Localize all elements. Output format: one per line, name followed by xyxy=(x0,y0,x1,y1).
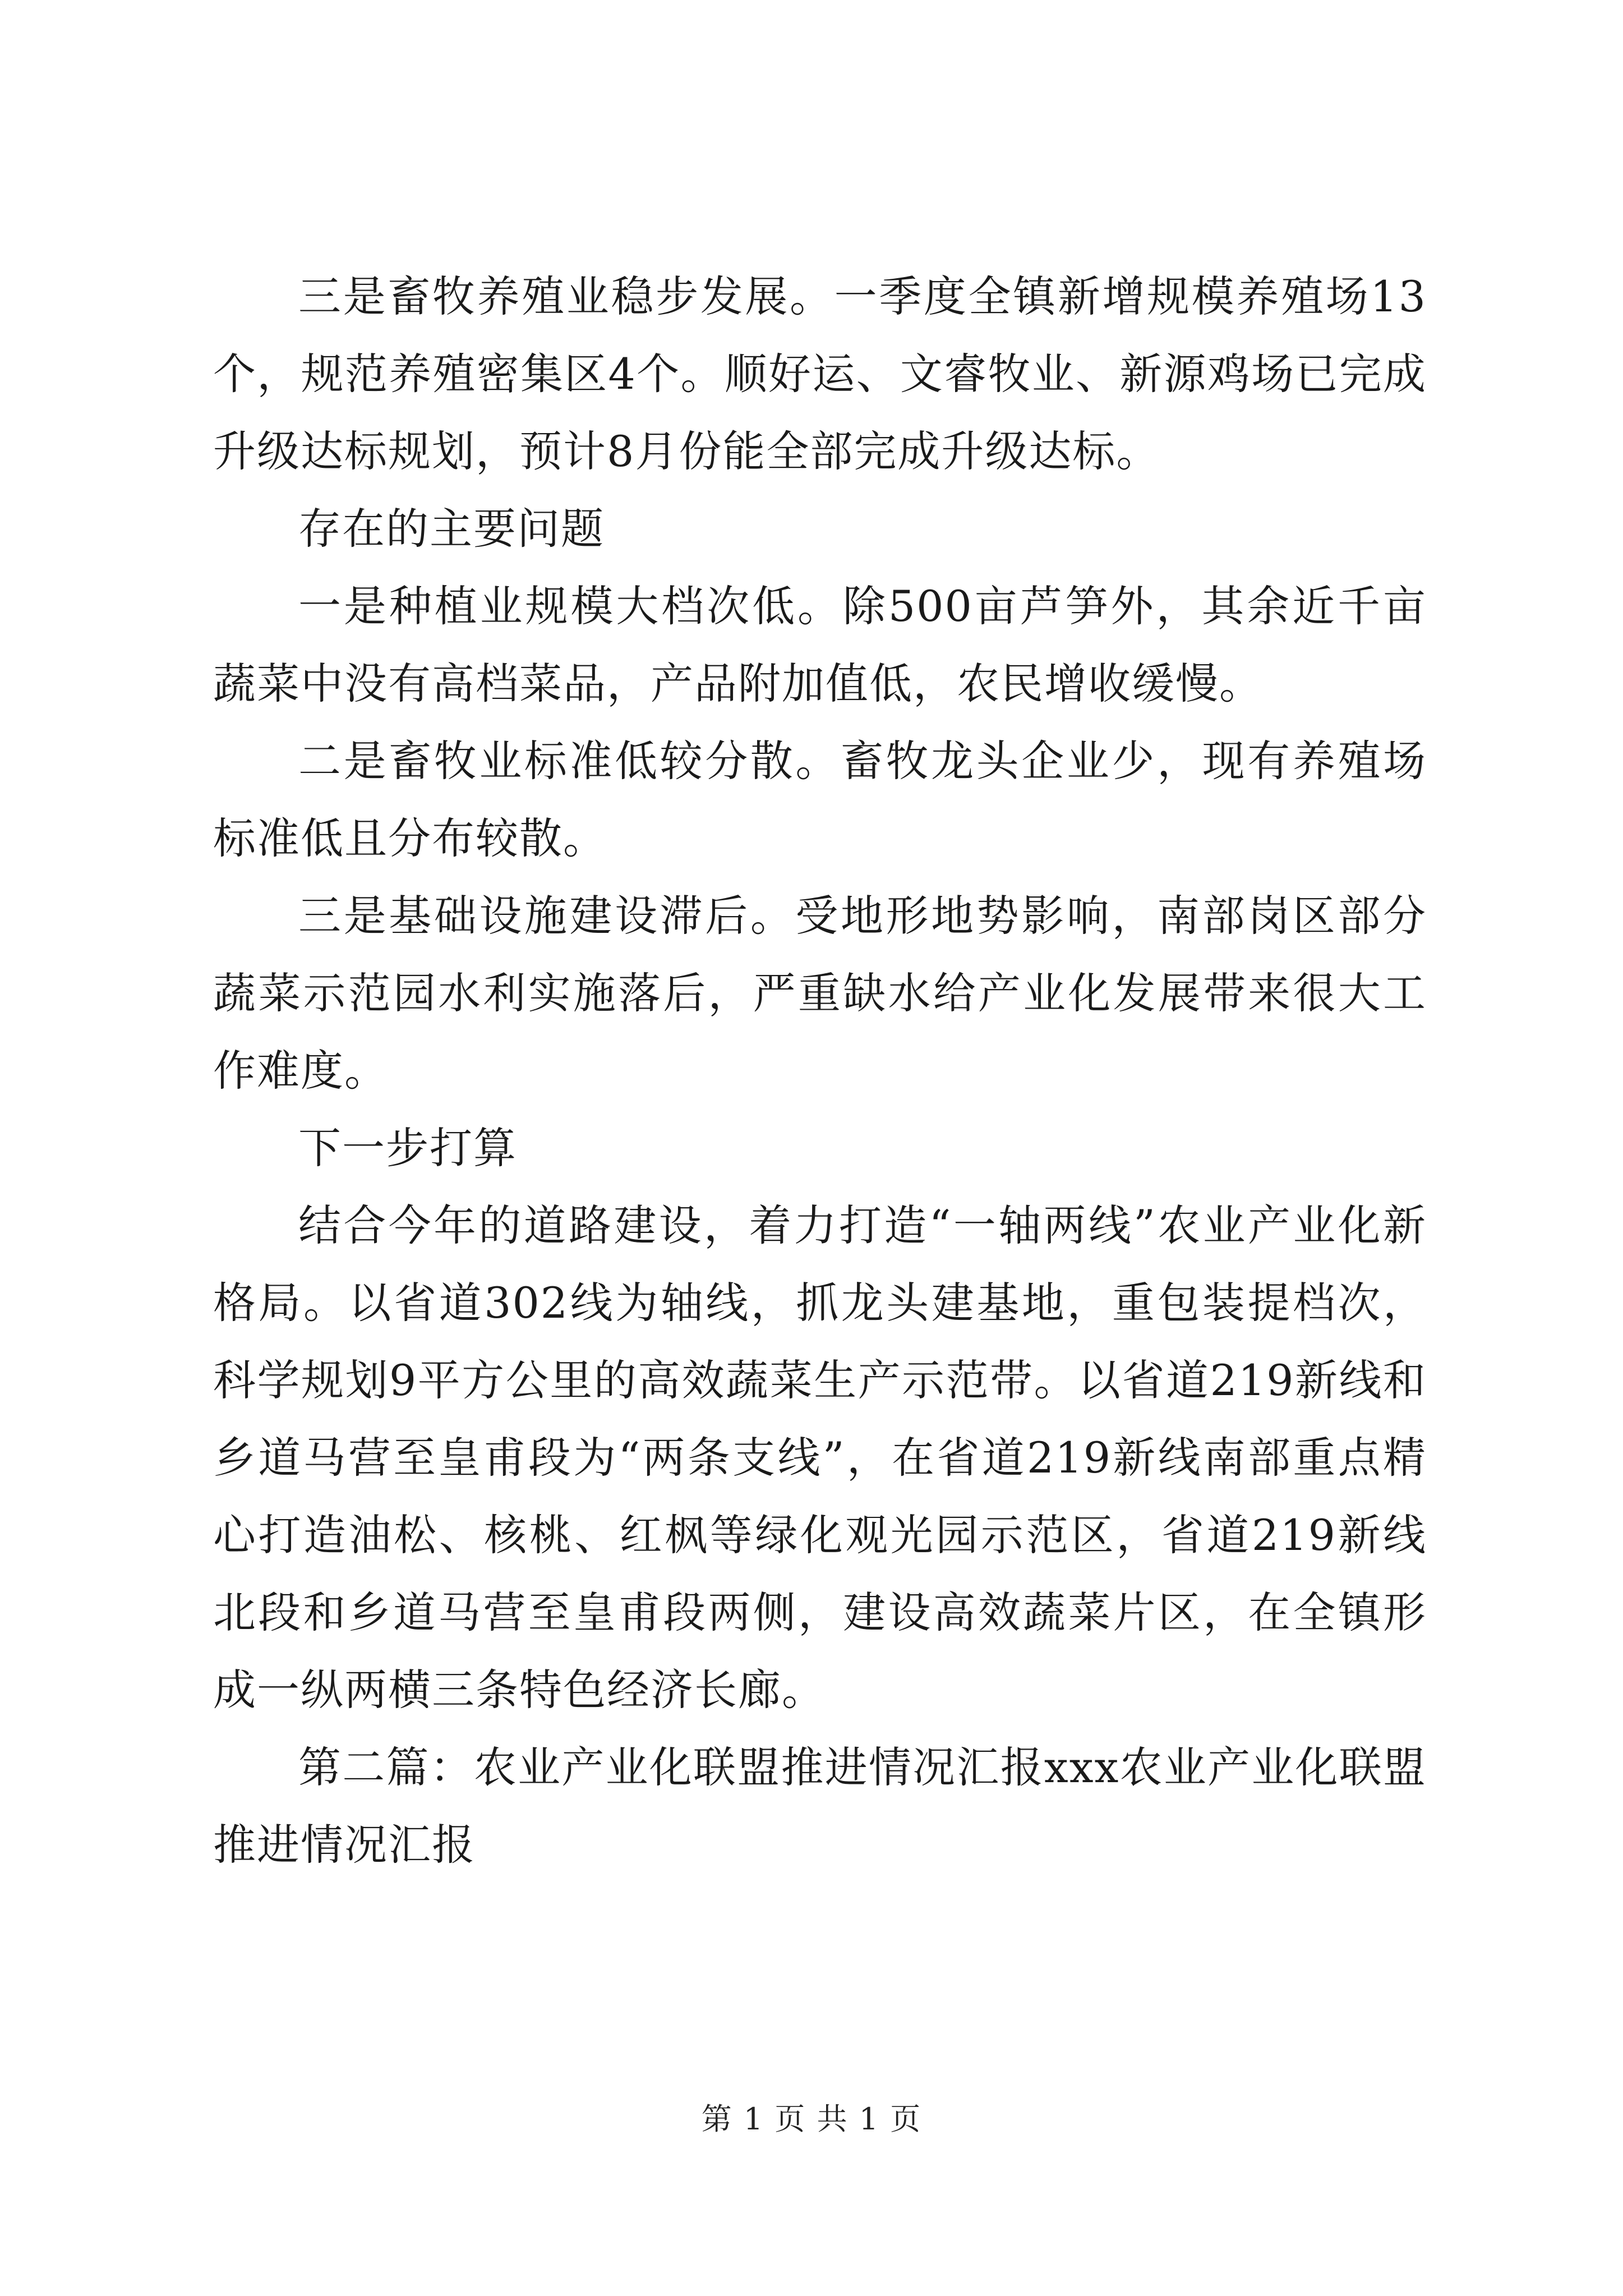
paragraph-problem-infrastructure: 三是基础设施建设滞后。受地形地势影响，南部岗区部分蔬菜示范园水利实施落后，严重缺水给产业化发展带来很大工作难度。 xyxy=(213,891,1427,1096)
page-footer: 第 1 页 共 1 页 xyxy=(701,2101,922,2137)
paragraph-second-article: 第二篇：农业产业化联盟推进情况汇报xxx农业产业化联盟推进情况汇报 xyxy=(213,1742,1427,1870)
paragraph-problem-livestock: 二是畜牧业标准低较分散。畜牧龙头企业少，现有养殖场标准低且分布较散。 xyxy=(213,736,1427,863)
paragraph-problem-planting: 一是种植业规模大档次低。除500亩芦笋外，其余近千亩蔬菜中没有高档菜品，产品附加值低，农民增收缓慢。 xyxy=(213,581,1427,708)
paragraph-livestock: 三是畜牧养殖业稳步发展。一季度全镇新增规模养殖场13个，规范养殖密集区4个。顺好运、文睿牧业、新源鸡场已完成升级达标规划，预计8月份能全部完成升级达标。 xyxy=(213,272,1427,476)
paragraph-next-steps: 结合今年的道路建设，着力打造“一轴两线”农业产业化新格局。以省道302线为轴线，抓龙头建基地，重包装提档次，科学规划9平方公里的高效蔬菜生产示范带。以省道219新线和乡道马营至皇甫段为“两条支线”，在省道219新线南部重点精心打造油松、核桃、红枫等绿化观光园示范区，省道219新线北段和乡道马营至皇甫段两侧，建设高效蔬菜片区，在全镇形成一纵两横三条特色经济长廊。 xyxy=(213,1200,1427,1715)
heading-main-problems: 存在的主要问题 xyxy=(298,504,605,554)
heading-next-steps: 下一步打算 xyxy=(298,1123,517,1173)
document-body xyxy=(213,258,1427,1884)
